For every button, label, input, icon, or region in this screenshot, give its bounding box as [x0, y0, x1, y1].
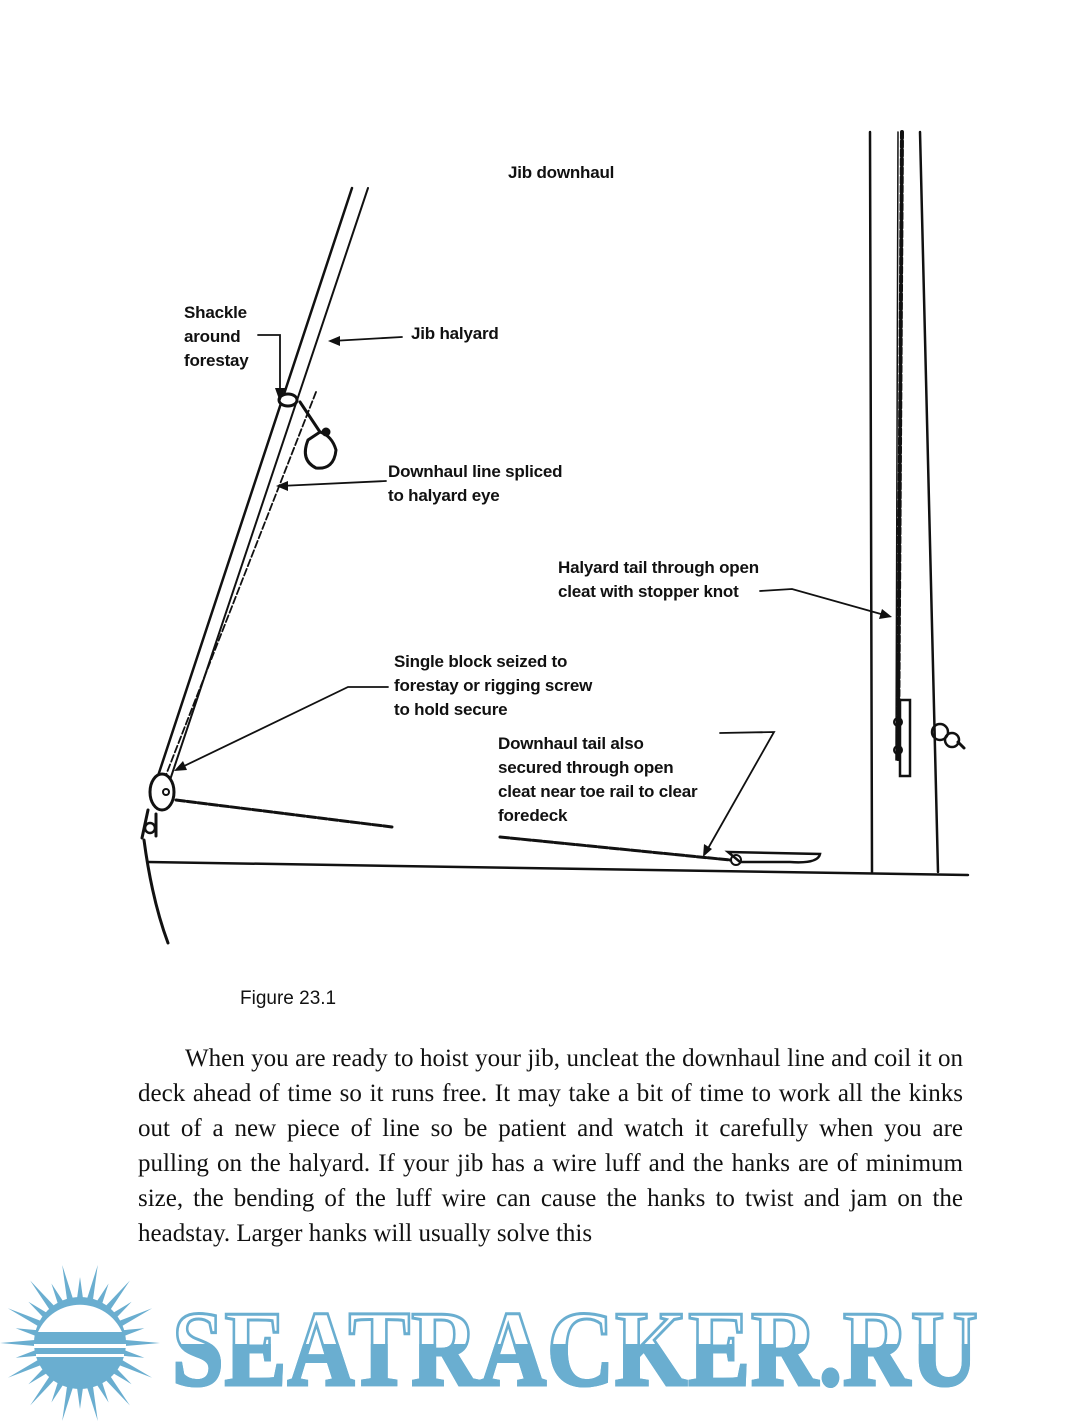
mast-cleat-icon — [900, 700, 910, 776]
label-downhaul-line: Downhaul line spliced to halyard eye — [388, 462, 563, 505]
sun-ray — [62, 1385, 73, 1421]
sun-ray — [16, 1328, 38, 1336]
deck-line — [148, 862, 968, 875]
sun-ray — [124, 1340, 160, 1346]
bow-stem — [144, 840, 168, 943]
arrow-halyard-tail — [879, 609, 892, 619]
sun-ray — [87, 1385, 98, 1421]
figure-23-1 — [130, 120, 980, 960]
label-shackle: Shackle around forestay — [184, 303, 249, 370]
watermark-text: SEATRACKER.RU — [172, 1290, 979, 1409]
leader-jib-halyard — [332, 337, 402, 341]
body-paragraph: When you are ready to hoist your jib, uncleat the downhaul line and coil it on deck ahead of time so it runs free. It may take a bit of time to work all the kinks out of a new piece of line so be patient and watch it carefully when you are pulling on the halyard. If your jib has a wire luff and the hanks are of minimum size, the bending of the luff wire can cause the hanks to twist and jam on the headstay. Larger hanks will usually solve this — [138, 1045, 963, 1247]
sun-ray — [16, 1350, 38, 1358]
figure-caption: Figure 23.1 — [240, 988, 337, 1009]
leader-shackle — [258, 335, 280, 395]
arrow-downhaul-tail — [703, 844, 712, 857]
leader-halyard-tail — [760, 589, 888, 616]
sun-ray — [77, 1387, 83, 1409]
leader-downhaul-line — [280, 481, 386, 486]
sun-ray — [122, 1328, 144, 1336]
mast-front — [870, 132, 872, 872]
tack-line — [176, 800, 392, 827]
forestay — [156, 188, 352, 782]
label-single-block: Single block seized to forestay or rigging screw to hold secure — [394, 652, 593, 719]
sun-ray — [62, 1265, 73, 1301]
arrow-jib-halyard — [328, 336, 340, 346]
sun-ray — [118, 1359, 152, 1377]
sun-ray — [87, 1265, 98, 1301]
label-jib-downhaul: Jib downhaul — [508, 163, 615, 182]
label-halyard-tail: Halyard tail through open cleat with stopper knot — [558, 558, 759, 601]
sun-burst-icon — [0, 1262, 170, 1425]
sun-ray — [122, 1350, 144, 1358]
sun-ray — [118, 1308, 152, 1326]
rigging-illustration — [130, 120, 980, 960]
label-downhaul-tail: Downhaul tail also secured through open cleat near toe rail to clear foredeck — [498, 734, 698, 825]
leader-single-block — [180, 687, 388, 768]
downhaul-tail — [500, 837, 730, 860]
sun-ray — [0, 1340, 36, 1346]
snap-shackle-icon — [305, 432, 336, 468]
mast-back — [920, 132, 938, 872]
leader-downhaul-tail — [706, 732, 774, 852]
downhaul-line — [164, 392, 316, 780]
sun-ray — [8, 1359, 42, 1377]
halyard-tail — [898, 132, 902, 760]
label-jib-halyard: Jib halyard — [411, 324, 499, 343]
sun-ray — [77, 1277, 83, 1299]
sun-ray — [8, 1308, 42, 1326]
